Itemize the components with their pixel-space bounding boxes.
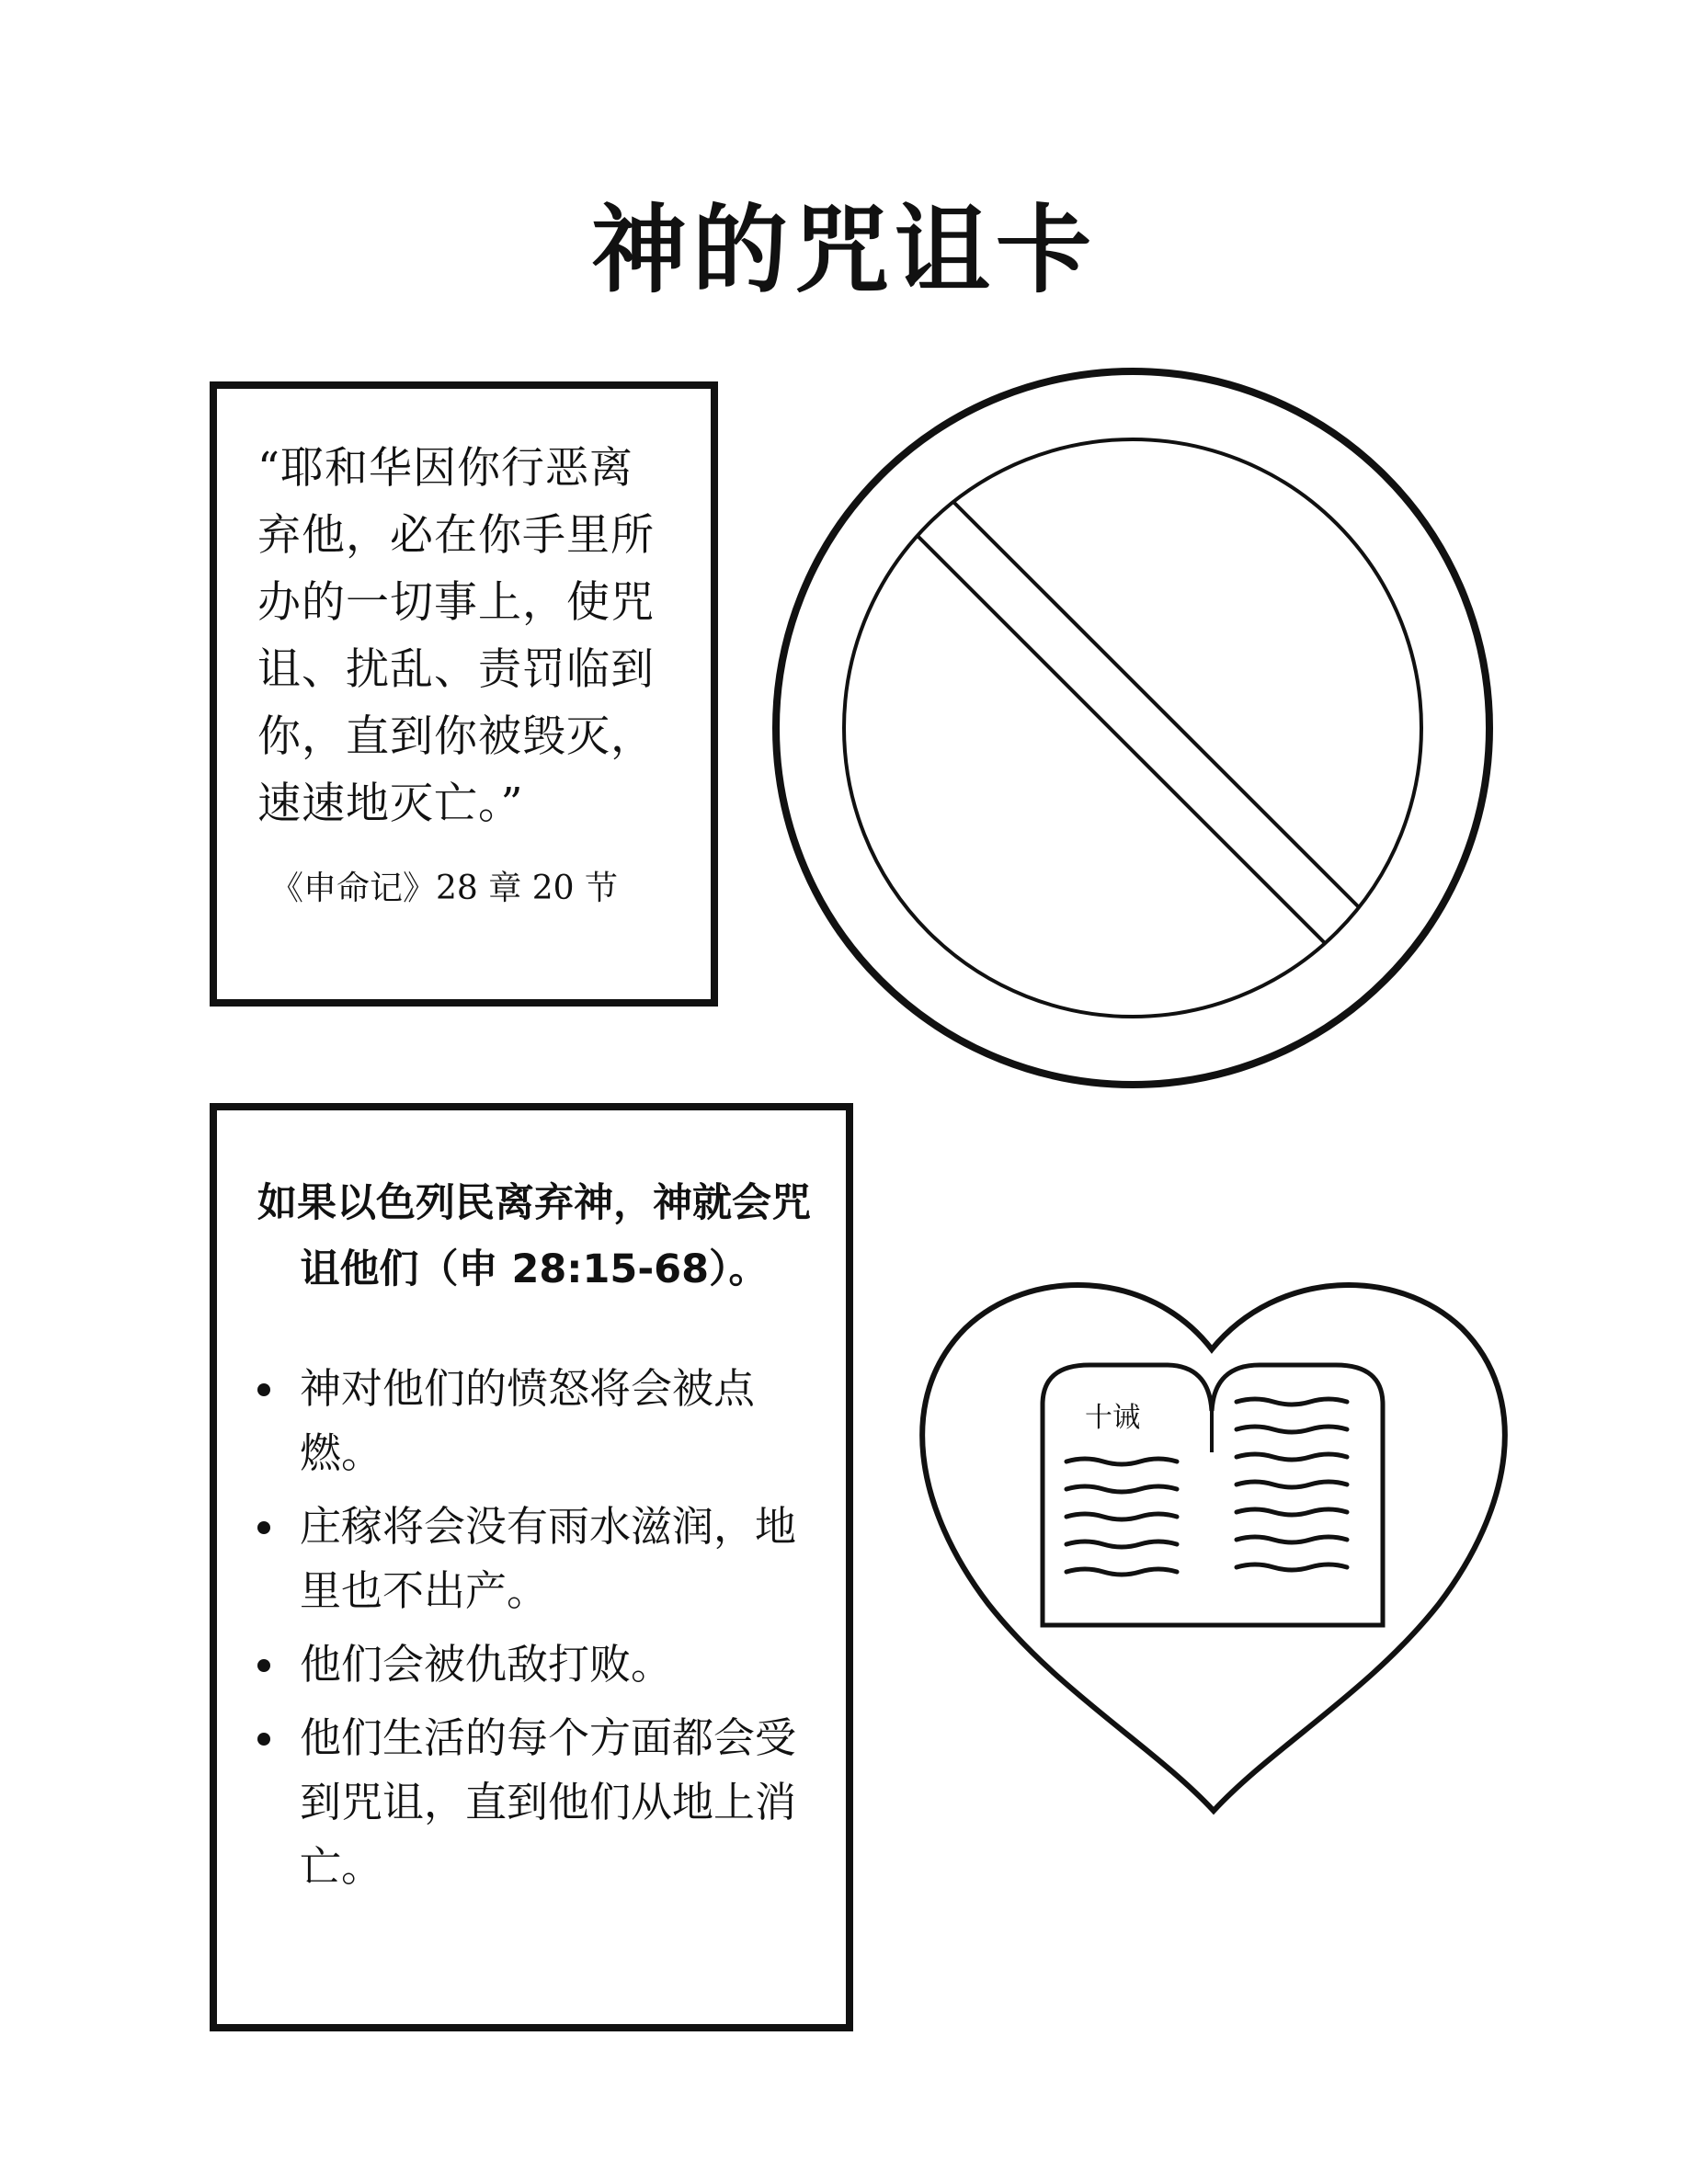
verse-quote: “耶和华因你行恶离弃他，必在你手里所办的一切事上，使咒诅、扰乱、责罚临到你，直到你被毁灭，速速地灭亡。” (257, 443, 655, 829)
list-item-text: 他们生活的每个方面都会受到咒诅，直到他们从地上消亡。 (300, 1713, 797, 1891)
verse-reference: 《申命记》28 章 20 节 (270, 870, 618, 907)
info-heading: 如果以色列民离弃神，神就会咒诅他们（申 28:15-68）。 (257, 1180, 811, 1292)
ten-commandments-tablets-icon (1043, 1365, 1383, 1625)
tablet-label: 十诫 (1085, 1402, 1140, 1434)
heart-icon (922, 1285, 1505, 1811)
list-item-text: 神对他们的愤怒将会被点燃。 (300, 1364, 756, 1477)
list-item-text: 庄稼将会没有雨水滋润，地里也不出产。 (300, 1502, 797, 1615)
page-title: 神的咒诅卡 (590, 194, 1097, 306)
list-item-text: 他们会被仇敌打败。 (300, 1640, 673, 1689)
